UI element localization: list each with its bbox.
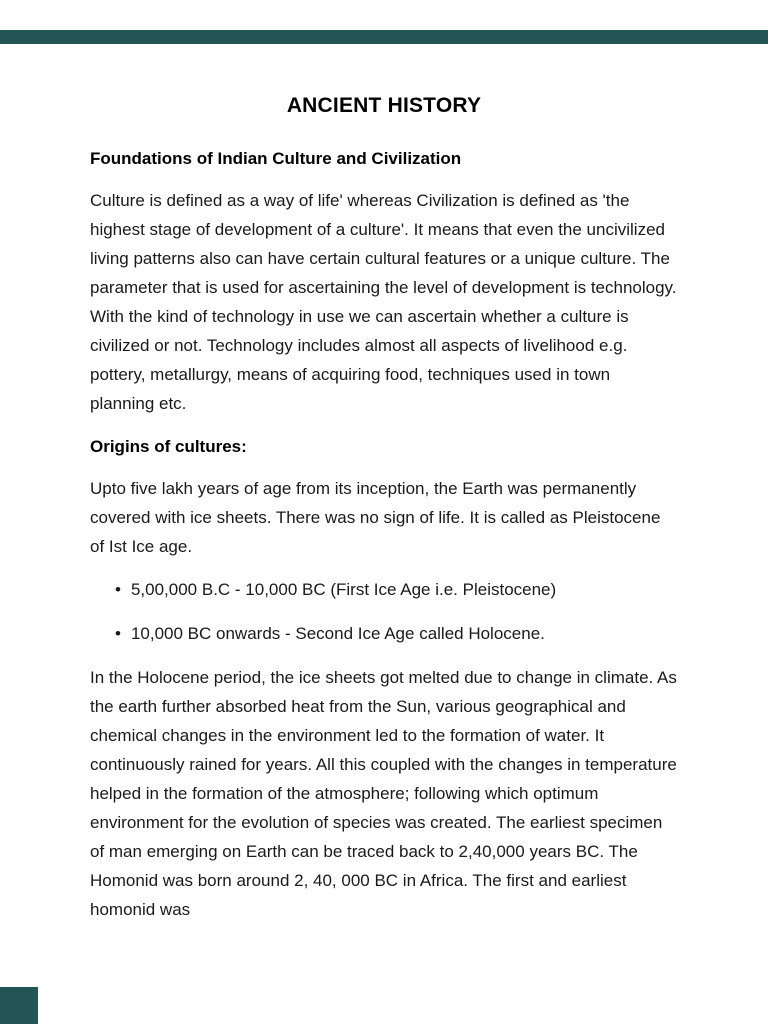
- ice-age-list: [90, 575, 678, 648]
- paragraph-earth: Upto five lakh years of age from its inception, the Earth was permanently covered with ice sheets. There was no sign of life. It is called as Pleistocene of Ist Ice age.: [90, 479, 661, 556]
- paragraph-holocene: In the Holocene period, the ice sheets got melted due to change in climate. As the earth further absorbed heat from the Sun, various geographical and chemical changes in the environment led to the formation of water. It continuously rained for years. All this coupled with the changes in temperature helped in the formation of the atmosphere; following which optimum environment for the evolution of species was created. The earliest specimen of man emerging on Earth can be traced back to 2,40,000 years BC. The Homonid was born around 2, 40, 000 BC in Africa. The first and earliest homonid was: [90, 668, 677, 919]
- list-item-text: 5,00,000 B.C - 10,000 BC (First Ice Age i.e. Pleistocene): [130, 580, 557, 599]
- document-page: [0, 44, 768, 938]
- bullet-icon: •: [115, 624, 121, 643]
- document-title: ANCIENT HISTORY: [286, 94, 482, 117]
- paragraph-culture: Culture is defined as a way of life' whereas Civilization is defined as 'the highest stage of development of a culture'. It means that even the uncivilized living patterns also can have certain cultural features or a unique culture. The parameter that is used for ascertaining the level of development is technology. With the kind of technology in use we can ascertain whether a culture is civilized or not. Technology includes almost all aspects of livelihood e.g. pottery, metallurgy, means of acquiring food, techniques used in town planning etc.: [90, 191, 677, 413]
- list-item-first-ice-age: [115, 575, 678, 604]
- heading-foundations: Foundations of Indian Culture and Civilization: [90, 149, 462, 168]
- heading-origins: Origins of cultures:: [90, 437, 247, 456]
- bullet-icon: •: [115, 580, 121, 599]
- list-item-text: 10,000 BC onwards - Second Ice Age called Holocene.: [130, 624, 545, 643]
- list-item-second-ice-age: [115, 619, 678, 648]
- viewer-corner-block: [0, 987, 38, 1024]
- viewer-toolbar-strip: [0, 30, 768, 44]
